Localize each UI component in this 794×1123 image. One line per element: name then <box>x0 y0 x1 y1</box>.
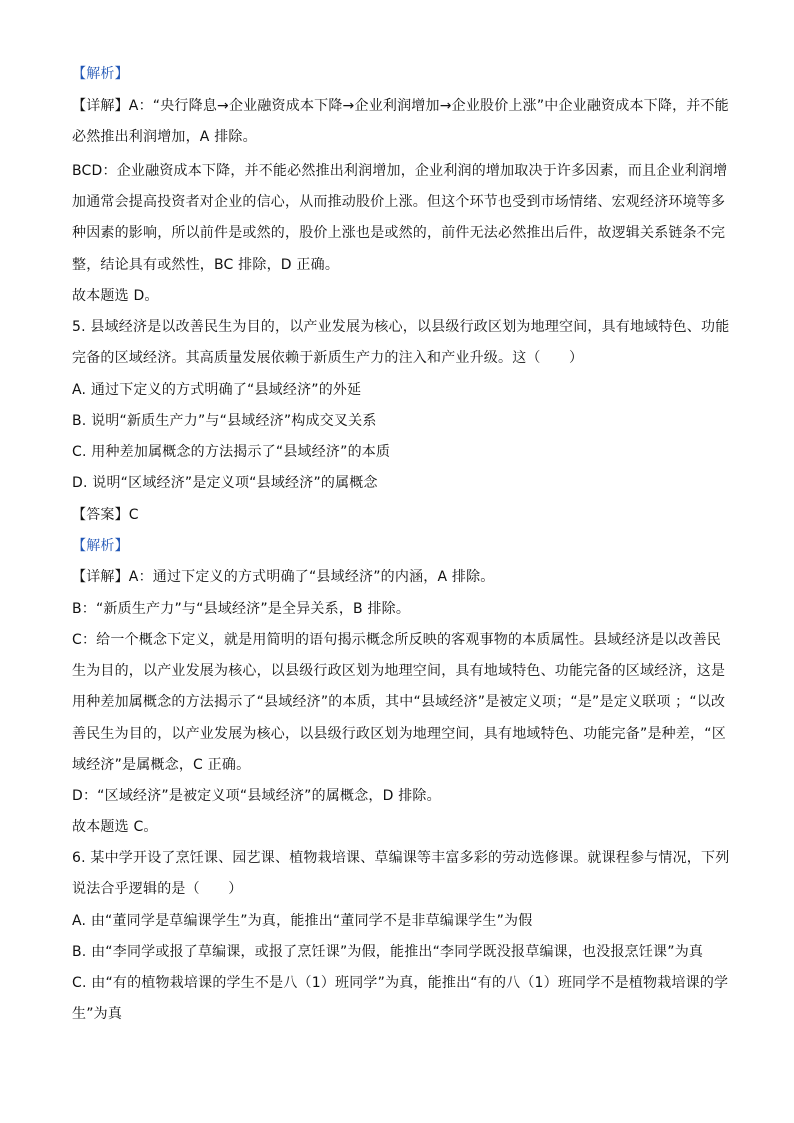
explanation-line: 【详解】A：“央行降息→企业融资成本下降→企业利润增加→企业股价上涨”中企业融资成本下降，并不能 <box>72 98 729 114</box>
analysis-heading: 【解析】 <box>72 66 129 82</box>
question-6-option-b: B. 由“李同学或报了草编课，或报了烹饪课”为假，能推出“李同学既没报草编课，也没报烹饪课”为真 <box>72 944 704 960</box>
question-5-stem: 完备的区域经济。其高质量发展依赖于新质生产力的注入和产业升级。这（ ） <box>72 350 584 366</box>
question-5-stem: 5. 县域经济是以改善民生为目的，以产业发展为核心，以县级行政区划为地理空间，具有地域特色、功能 <box>72 319 730 335</box>
explanation-line: 加通常会提高投资者对企业的信心，从而推动股价上涨。但这个环节也受到市场情绪、宏观经济环境等多 <box>72 194 726 210</box>
explanation-line: D：“区域经济”是被定义项“县域经济”的属概念，D 排除。 <box>72 788 441 804</box>
conclusion-line: 故本题选 D。 <box>72 288 159 304</box>
answer-line: 【答案】C <box>72 507 139 523</box>
question-6-stem: 说法合乎逻辑的是（ ） <box>72 881 243 897</box>
explanation-line: BCD：企业融资成本下降，并不能必然推出利润增加，企业利润的增加取决于许多因素，而且企业利润增 <box>72 163 728 179</box>
question-5-option-d: D. 说明“区域经济”是定义项“县域经济”的属概念 <box>72 475 378 491</box>
question-5-option-c: C. 用种差加属概念的方法揭示了“县域经济”的本质 <box>72 444 391 460</box>
explanation-line: 生为目的，以产业发展为核心，以县级行政区划为地理空间，具有地域特色、功能完备的区域经济，这是 <box>72 663 726 679</box>
question-6-option-a: A. 由“董同学是草编课学生”为真，能推出“董同学不是非草编课学生”为假 <box>72 913 533 929</box>
explanation-line: 用种差加属概念的方法揭示了“县域经济”的本质，其中“县域经济”是被定义项；“是”是定义联项 ；“以改 <box>72 694 726 710</box>
analysis-heading: 【解析】 <box>72 538 129 554</box>
question-6-stem: 6. 某中学开设了烹饪课、园艺课、植物栽培课、草编课等丰富多彩的劳动选修课。就课程参与情况，下列 <box>72 850 730 866</box>
explanation-line: 【详解】A：通过下定义的方式明确了“县域经济”的内涵，A 排除。 <box>72 569 495 585</box>
explanation-line: 必然推出利润增加，A 排除。 <box>72 129 257 145</box>
explanation-line: B：“新质生产力”与“县域经济”是全异关系，B 排除。 <box>72 601 411 617</box>
explanation-line: 种因素的影响，所以前件是或然的，股价上涨也是或然的，前件无法必然推出后件，故逻辑关系链条不完 <box>72 225 726 241</box>
question-5-option-b: B. 说明“新质生产力”与“县域经济”构成交叉关系 <box>72 413 377 429</box>
explanation-line: 善民生为目的，以产业发展为核心，以县级行政区划为地理空间，具有地域特色、功能完备”是种差，“区 <box>72 726 726 742</box>
explanation-line: C：给一个概念下定义，就是用简明的语句揭示概念所反映的客观事物的本质属性。县域经济是以改善民 <box>72 632 721 648</box>
conclusion-line: 故本题选 C。 <box>72 819 158 835</box>
question-5-option-a: A. 通过下定义的方式明确了“县域经济”的外延 <box>72 382 362 398</box>
explanation-line: 整，结论具有或然性，BC 排除，D 正确。 <box>72 257 340 273</box>
question-6-option-c: 生”为真 <box>72 1006 123 1022</box>
explanation-line: 域经济”是属概念，C 正确。 <box>72 757 251 773</box>
question-6-option-c: C. 由“有的植物栽培课的学生不是八（1）班同学”为真，能推出“有的八（1）班同学不是植物栽培课的学 <box>72 975 729 991</box>
